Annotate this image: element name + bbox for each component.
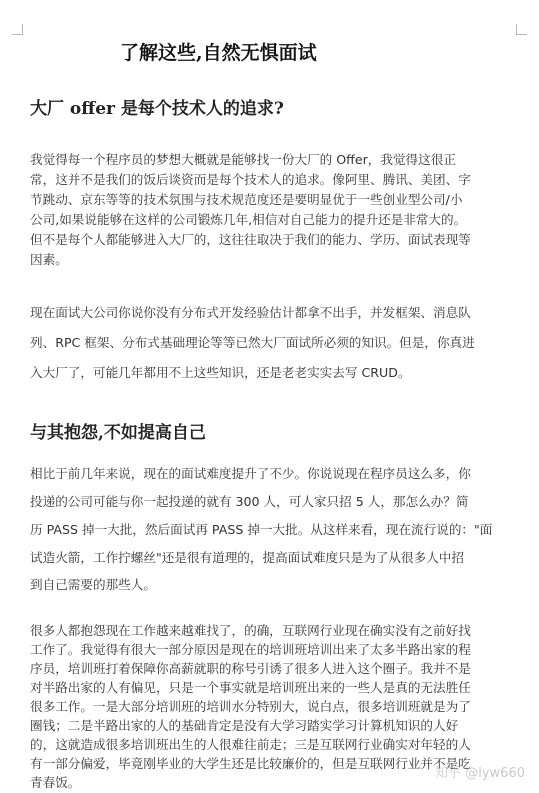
text-line: 我觉得每一个程序员的梦想大概就是能够找一份大厂的 Offer，我觉得这很正: [30, 152, 456, 167]
section-heading-1: 大厂 offer 是每个技术人的追求?: [30, 99, 284, 119]
page-corner-mark-left: [12, 24, 23, 35]
text-line: 入大厂了，可能几年都用不上这些知识，还是老老实实去写 CRUD。: [30, 365, 411, 380]
text-line: 投递的公司可能与你一起投递的就有 300 人，可人家只招 5 人，那怎么办？简: [30, 494, 469, 509]
page-title: 了解这些,自然无惧面试: [120, 42, 317, 64]
text-line: 序员，培训班打着保障你高薪就职的称号引诱了很多人进入这个圈子。我并不是: [30, 661, 471, 676]
text-line: 对半路出家的人有偏见，只是一个事实就是培训班出来的一些人是真的无法胜任: [30, 680, 471, 695]
paragraph-3: [30, 460, 520, 598]
text-line: 有一部分偏爱，毕竟刚毕业的大学生还是比较廉价的，但是互联网行业并不是吃: [30, 756, 471, 771]
text-line: 历 PASS 掉一大批，然后面试再 PASS 掉一大批。从这样来看，现在流行说的："面: [30, 522, 493, 537]
paragraph-2: [30, 298, 520, 388]
text-line: 圈钱；二是半路出家的人的基础肯定是没有大学习踏实学习计算机知识的人好: [30, 718, 459, 733]
text-line: 常，这并不是我们的饭后谈资而是每个技术人的追求。像阿里、腾讯、美团、字: [30, 172, 471, 187]
text-line: 试造火箭，工作拧螺丝"还是很有道理的，提高面试难度只是为了从很多人中招: [30, 550, 464, 565]
text-line: 现在面试大公司你说你没有分布式开发经验估计都拿不出手，并发框架、消息队: [30, 305, 471, 320]
text-line: 列、RPC 框架、分布式基础理论等等已然大厂面试所必须的知识。但是，你真进: [30, 335, 475, 350]
section-heading-2: 与其抱怨,不如提高自己: [30, 423, 206, 443]
text-line: 的，这就造成很多培训班出生的人很难往前走；三是互联网行业确实对年轻的人: [30, 737, 471, 752]
page-corner-mark-right: [516, 24, 527, 35]
text-line: 工作了。我觉得有很大一部分原因是现在的培训班培训出来了太多半路出家的程: [30, 642, 471, 657]
zhihu-watermark: 知乎 @lyw660: [435, 766, 525, 781]
text-line: 节跳动、京东等等的技术氛围与技术规范度还是要明显优于一些创业型公司/小: [30, 192, 463, 207]
text-line: 到自己需要的那些人。: [30, 577, 156, 592]
text-line: 很多工作。一是大部分培训班的培训水分特别大，说白点，很多培训班就是为了: [30, 699, 471, 714]
text-line: 公司,如果说能够在这样的公司锻炼几年,相信对自己能力的提升还是非常大的。: [30, 212, 467, 227]
text-line: 但不是每个人都能够进入大厂的，这往往取决于我们的能力、学历、面试表现等: [30, 232, 471, 247]
text-line: 相比于前几年来说，现在的面试难度提升了不少。你说说现在程序员这么多，你: [30, 466, 471, 481]
text-line: 青春饭。: [30, 775, 81, 790]
paragraph-1: [30, 150, 520, 270]
text-line: 很多人都抱怨现在工作越来越难找了，的确，互联网行业现在确实没有之前好找: [30, 623, 471, 638]
text-line: 因素。: [30, 252, 68, 267]
